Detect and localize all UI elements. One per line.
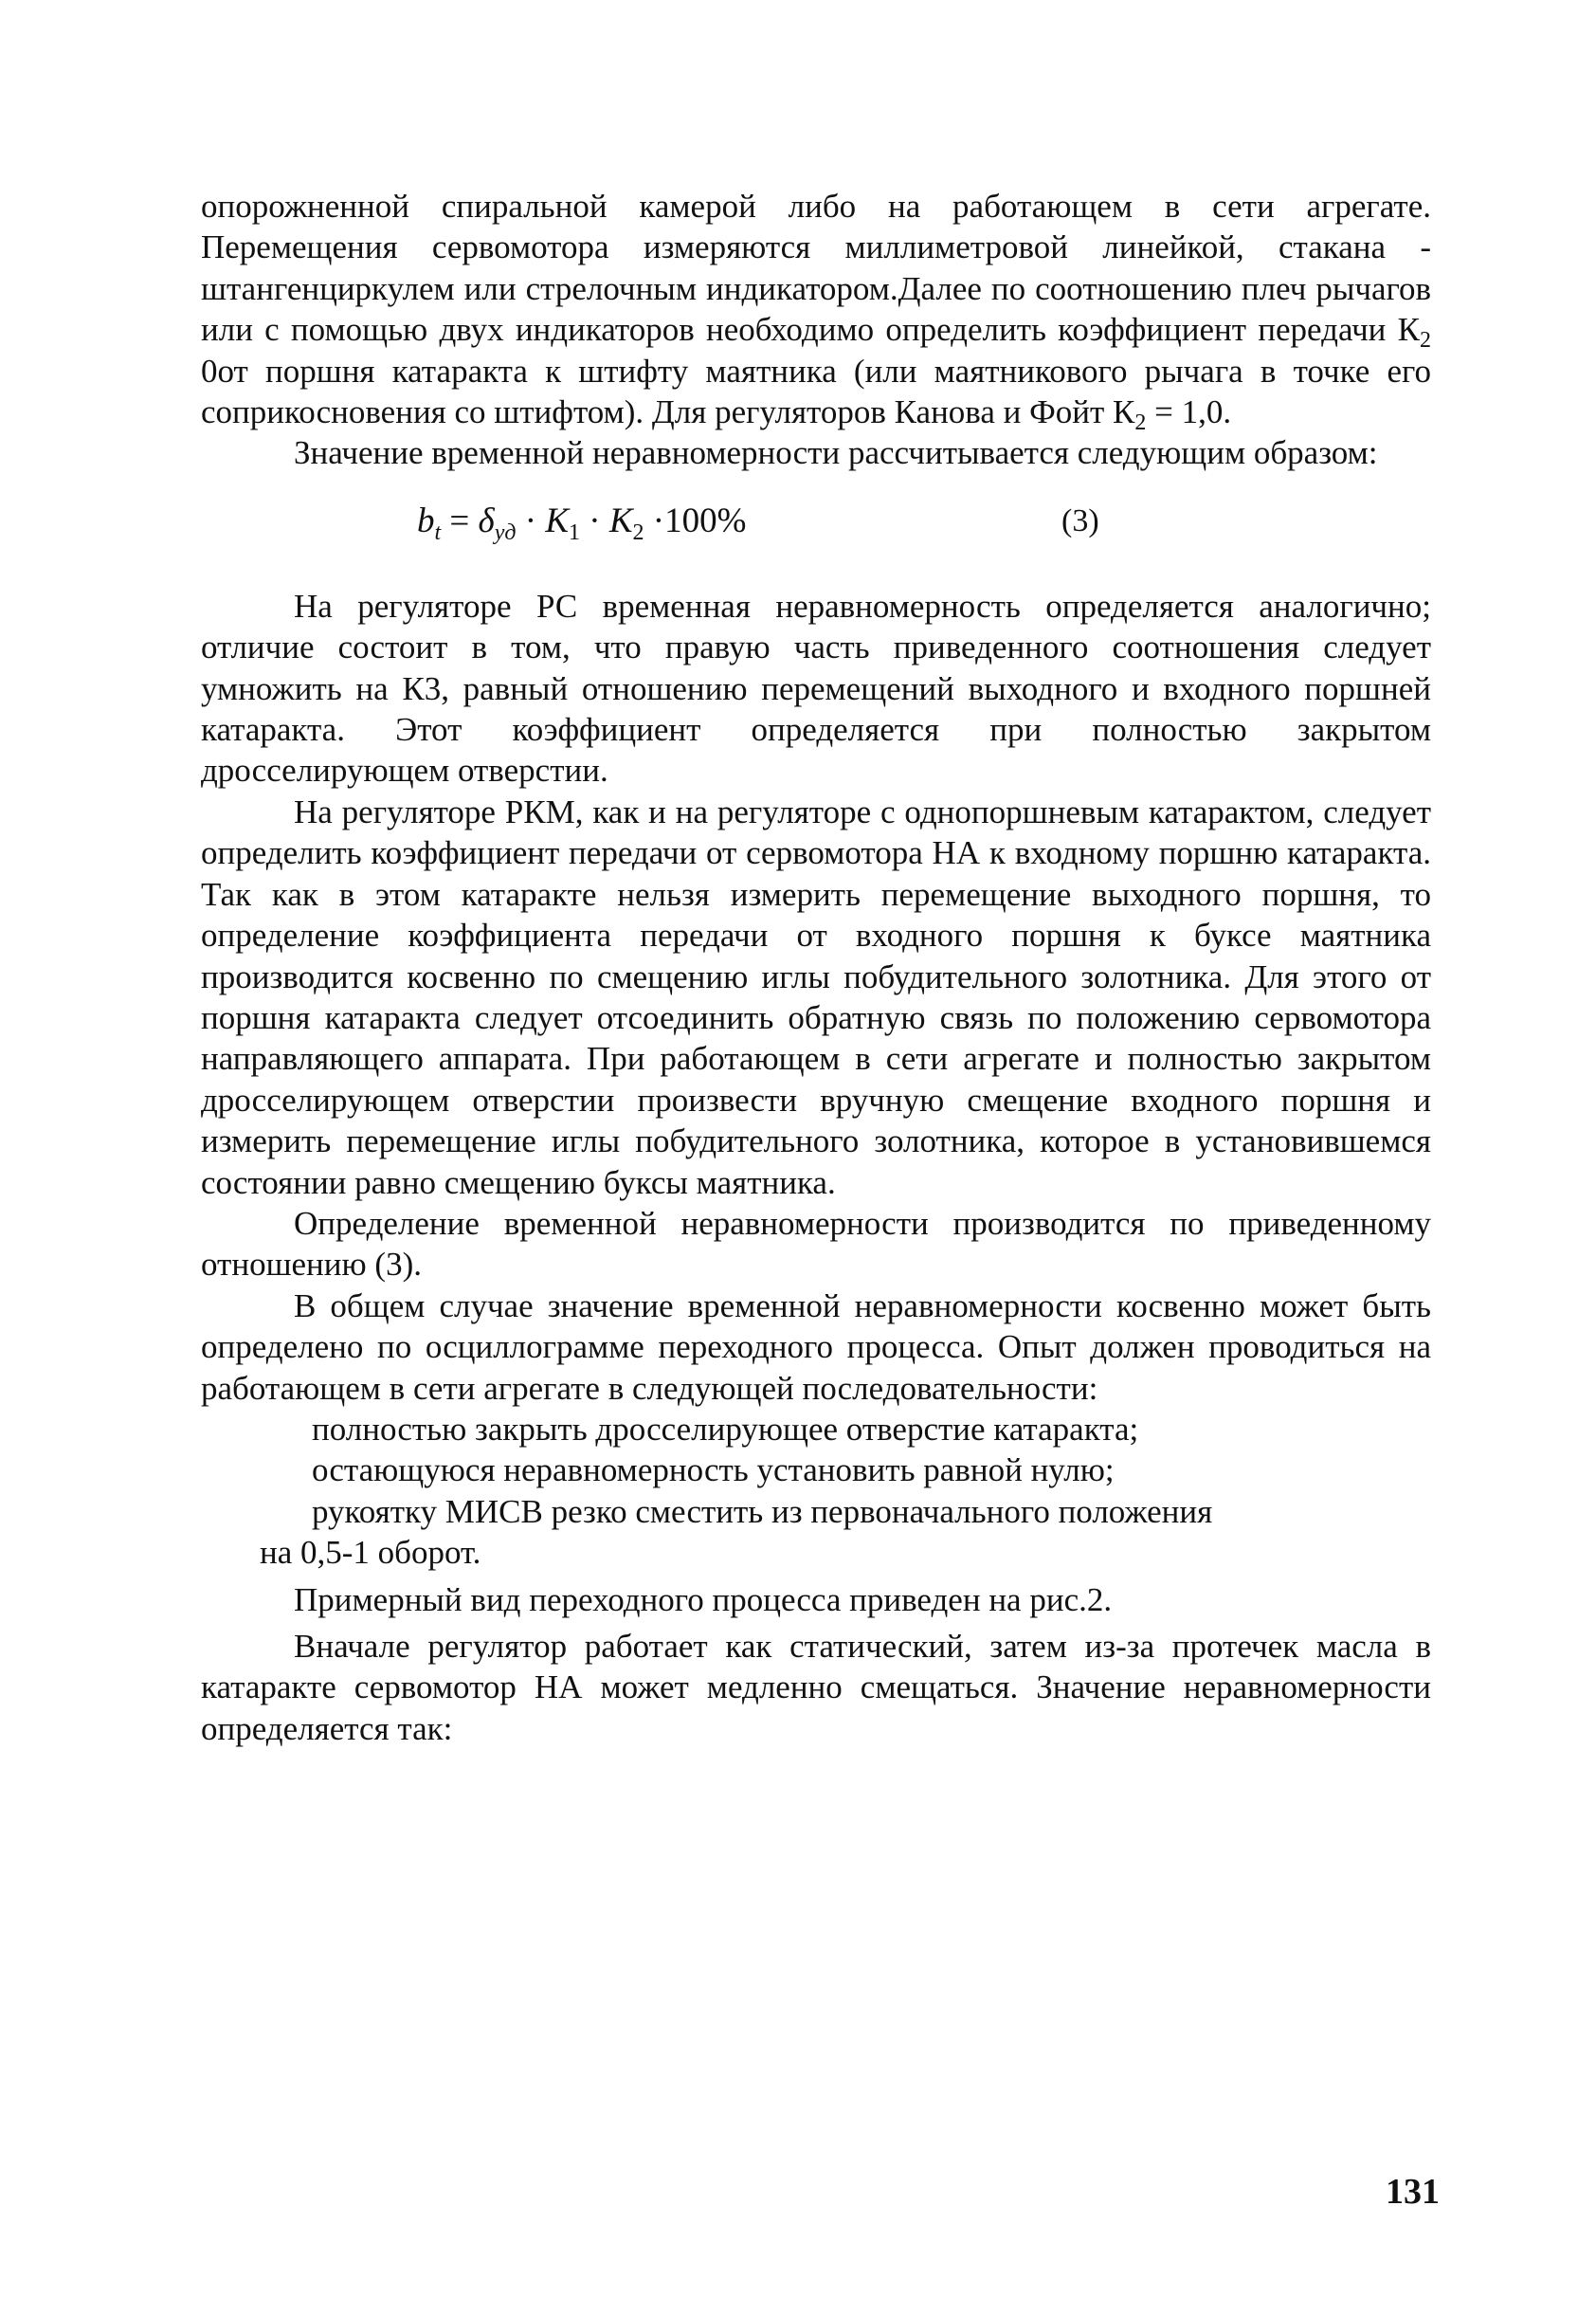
page-body xyxy=(201,186,1431,1749)
formula-k2: K xyxy=(608,501,633,540)
formula-dot-3: · xyxy=(644,501,665,540)
paragraph-1-text-a: опорожненной спиральной камерой либо на работающем в сети агрегате. Перемещения сервомотора измеряются миллиметровой линейкой, стакана - штангенциркулем или стрелочным индикатором.Далее по соотношению плеч рычагов или с помощью двух индикаторов необходимо определить коэффициент передачи К xyxy=(201,188,1431,349)
paragraph-2: Значение временной неравномерности рассчитывается следующим образом: xyxy=(294,434,1378,472)
paragraph-1-text-b: 0от поршня катаракта к штифту маятника (или маятникового рычага в точке его соприкосновения со штифтом). Для регуляторов Канова и Фойт К xyxy=(201,352,1431,431)
list-item: остающуюся неравномерность установить равной нулю; xyxy=(312,1451,1115,1489)
paragraph-8: Вначале регулятор работает как статический, затем из-за протечек масла в катаракте сервомотор НА может медленно смещаться. Значение неравномерности определяется так: xyxy=(201,1628,1431,1747)
list-item-continuation: на 0,5-1 оборот. xyxy=(260,1534,481,1572)
equation-number: (3) xyxy=(1061,502,1099,538)
formula-percent: 100% xyxy=(664,501,747,540)
paragraph-1-text-c: = 1,0. xyxy=(1146,393,1232,431)
k2-subscript-2: 2 xyxy=(1134,410,1147,436)
paragraph-1 xyxy=(201,186,1431,436)
paragraph-5: Определение временной неравномерности производится по приведенному отношению (3). xyxy=(201,1204,1431,1284)
formula-delta: δ xyxy=(478,501,495,540)
formula-lhs-sub: t xyxy=(434,520,442,545)
paragraph-3: На регуляторе РС временная неравномерность определяется аналогично; отличие состоит в том, что правую часть приведенного соотношения следует умножить на К3, равный отношению перемещений выходного и входного поршней катаракта. Этот коэффициент определяется при полностью закрытом дросселирующем отверстии. xyxy=(201,587,1431,790)
formula-equals: = xyxy=(441,501,479,540)
paragraph-6: В общем случае значение временной неравномерности косвенно может быть определено по осциллограмме переходного процесса. Опыт должен проводиться на работающем в сети агрегате в следующей последовательности: xyxy=(201,1286,1431,1407)
formula-dot-1: · xyxy=(516,501,546,540)
formula-k1: K xyxy=(545,501,569,540)
formula-block xyxy=(201,480,1431,574)
formula-k2-sub: 2 xyxy=(632,520,644,545)
formula-lhs: b xyxy=(417,501,435,540)
formula-dot-2: · xyxy=(580,501,609,540)
k2-subscript: 2 xyxy=(1420,328,1431,354)
paragraph-4: На регуляторе РКМ, как и на регуляторе с однопоршневым катарактом, следует определить коэффициент передачи от сервомотора НА к входному поршню катаракта. Так как в этом катаракте нельзя измерить перемещение выходного поршня, то определение коэффициента передачи от входного поршня к буксе маятника производится косвенно по смещению иглы побудительного золотника. Для этого от поршня катаракта следует отсоединить обратную связь по положению сервомотора направляющего аппарата. При работающем в сети агрегате и полностью закрытом дросселирующем отверстии произвести вручную смещение входного поршня и измерить перемещение иглы побудительного золотника, которое в установившемся состоянии равно смещению буксы маятника. xyxy=(201,793,1431,1201)
formula-delta-sub: уд xyxy=(494,520,517,545)
list-item: полностью закрыть дросселирующее отверстие катаракта; xyxy=(312,1410,1139,1448)
page-number: 131 xyxy=(1386,2172,1440,2212)
formula-k1-sub: 1 xyxy=(569,520,580,545)
list-item: рукоятку МИСВ резко сместить из первоначального положения xyxy=(312,1492,1213,1530)
paragraph-7: Примерный вид переходного процесса приведен на рис.2. xyxy=(294,1580,1113,1618)
formula-bt xyxy=(417,501,747,545)
